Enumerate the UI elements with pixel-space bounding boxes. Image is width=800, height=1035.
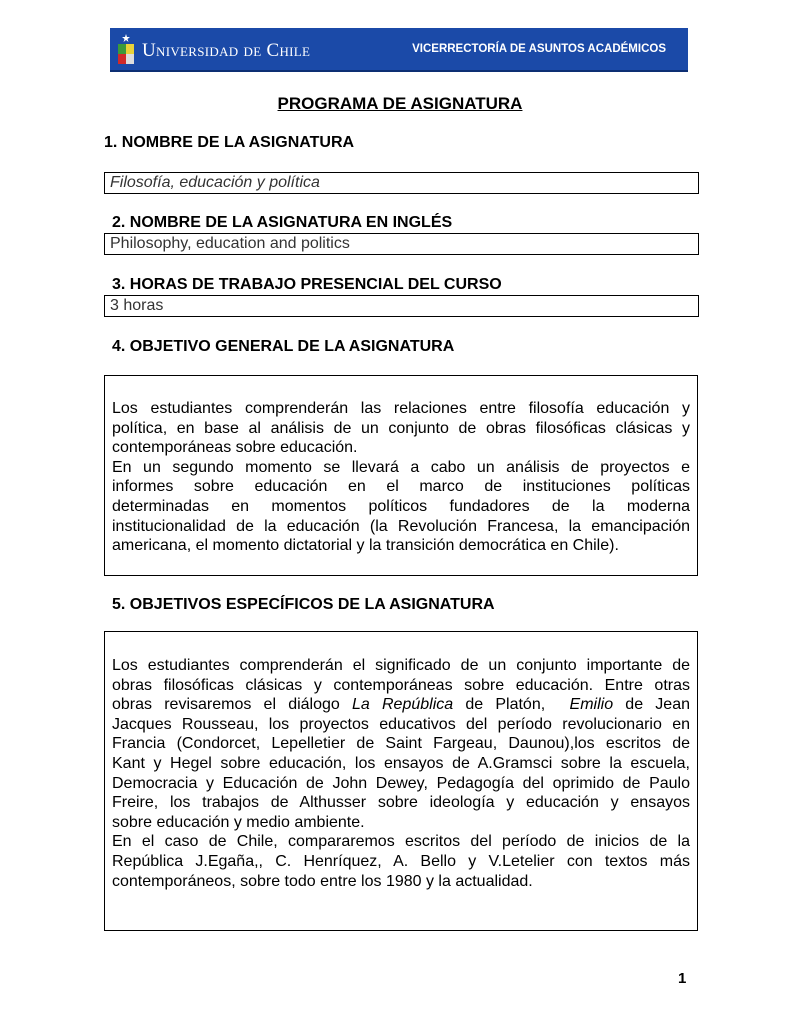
text-segment: sobre educación y medio ambiente. (112, 813, 365, 831)
text-segment: Francia (Condorcet, Lepelletier de Saint Fargeau, Daunou),los escritos de (112, 735, 690, 753)
section-3-heading: 3. HORAS DE TRABAJO PRESENCIAL DEL CURSO (112, 276, 502, 293)
hours-field: 3 horas (104, 295, 699, 317)
text-line (112, 734, 690, 754)
text-line (112, 852, 690, 872)
section-1-heading: 1. NOMBRE DE LA ASIGNATURA (104, 134, 355, 151)
italic-title: Emilio (569, 696, 614, 714)
text-line (112, 774, 690, 794)
page-title (0, 94, 800, 114)
text-segment: Kant y Hegel sobre educación, los ensayos de A.Gramsci sobre la escuela, (112, 754, 690, 772)
text-segment: contemporáneas sobre educación. (112, 439, 358, 457)
text-segment: de Platón, (453, 696, 570, 714)
text-line (112, 656, 690, 676)
text-line (112, 715, 690, 735)
text-line (112, 754, 690, 774)
italic-title: La República (352, 696, 454, 714)
text-segment: política, en base al análisis de un conjunto de obras filosóficas clásicas y (112, 419, 690, 437)
header-banner (110, 28, 688, 72)
text-segment: República J.Egaña,, C. Henríquez, A. Bello y V.Letelier con textos más (112, 852, 690, 870)
text-line (112, 536, 690, 556)
text-segment: determinadas en momentos políticos fundadores de la moderna (112, 497, 690, 515)
text-segment: obras revisaremos el diálogo (112, 696, 352, 714)
page-title-text: PROGRAMA DE ASIGNATURA (277, 94, 523, 113)
text-segment: americana, el momento dictatorial y la transición democrática en Chile). (112, 537, 619, 555)
text-line (112, 832, 690, 852)
text-line (112, 399, 690, 419)
text-line (112, 497, 690, 517)
text-line (112, 813, 690, 833)
specific-objectives-text (112, 656, 690, 891)
section-4-heading: 4. OBJETIVO GENERAL DE LA ASIGNATURA (112, 338, 455, 355)
text-segment: obras filosóficas clásicas y contemporáneas sobre educación. Entre otras (112, 676, 690, 694)
text-segment: En el caso de Chile, compararemos escritos del período de inicios de la (112, 833, 690, 851)
unit-name: VICERRECTORÍA DE ASUNTOS ACADÉMICOS (412, 43, 666, 55)
text-segment: institucionalidad de la educación (la Revolución Francesa, la emancipación (112, 517, 690, 535)
text-line (112, 477, 690, 497)
text-line (112, 676, 690, 696)
page-number: 1 (678, 970, 687, 987)
text-segment: de Jean (613, 696, 690, 714)
text-segment: Freire, los trabajos de Althusser sobre ideología y educación y ensayos (112, 794, 690, 812)
text-line (112, 458, 690, 478)
section-2-heading: 2. NOMBRE DE LA ASIGNATURA EN INGLÉS (112, 214, 453, 231)
section-5-heading: 5. OBJETIVOS ESPECÍFICOS DE LA ASIGNATURA (112, 596, 495, 613)
english-name-field: Philosophy, education and politics (104, 233, 699, 255)
specific-objectives-box (104, 631, 698, 931)
course-name-field: Filosofía, educación y política (104, 172, 699, 194)
text-segment: Los estudiantes comprenderán el significado de un conjunto importante de (112, 657, 690, 674)
general-objective-text (112, 399, 690, 556)
text-line (112, 419, 690, 439)
text-segment: Democracia y Educación de John Dewey, Pedagogía del oprimido de Paulo (112, 774, 690, 792)
university-crest-icon (117, 34, 135, 66)
general-objective-box (104, 375, 698, 576)
text-line (112, 695, 690, 715)
text-line (112, 793, 690, 813)
text-line (112, 438, 690, 458)
text-segment: En un segundo momento se llevará a cabo un análisis de proyectos e (112, 458, 690, 476)
text-segment: contemporáneos, sobre todo entre los 1980 y la actualidad. (112, 872, 533, 890)
text-segment: informes sobre educación en el marco de instituciones políticas (112, 478, 690, 496)
text-segment: Jacques Rousseau, los proyectos educativos del período revolucionario en (112, 715, 690, 733)
text-line (112, 872, 690, 892)
text-segment: Los estudiantes comprenderán las relaciones entre filosofía educación y (112, 400, 690, 417)
university-name: Universidad de Chile (142, 40, 311, 61)
text-line (112, 517, 690, 537)
